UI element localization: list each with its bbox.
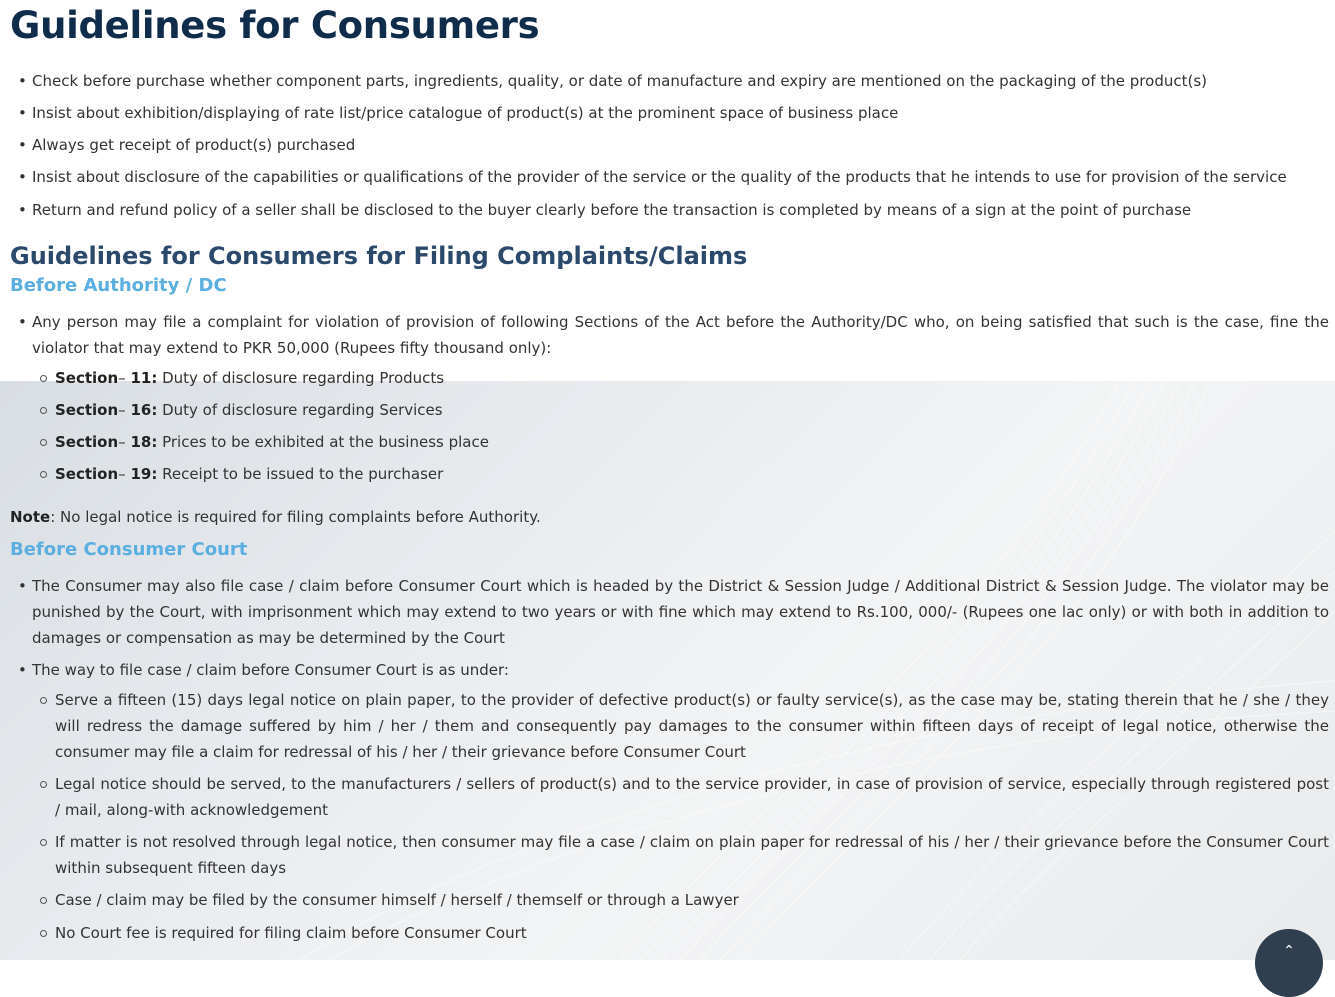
court-steps-list <box>10 687 1329 946</box>
section-item <box>10 397 1329 423</box>
section-number: 11: <box>130 369 158 387</box>
list-item: • Insist about disclosure of the capabilities or qualifications of the provider of the service or the quality of the products that he intends to use for provision of the service <box>10 164 1329 190</box>
section-separator: – <box>118 433 131 451</box>
step-item: Serve a fifteen (15) days legal notice on plain paper, to the provider of defective product(s) or faulty service(s), as the case may be, stating therein that he / she / they will redress the damage suffered by him / her / them and consequently pay damages to the consumer within fifteen days of receipt of legal notice, otherwise the consumer may file a claim for redressal of his / her / their grievance before Consumer Court <box>10 687 1329 765</box>
subheading-consumer-court: Before Consumer Court <box>10 539 248 560</box>
section-item <box>10 365 1329 391</box>
section-number: 19: <box>130 465 158 483</box>
section-label: Section <box>55 433 119 451</box>
section-heading-complaints: Guidelines for Consumers for Filing Complaints/Claims <box>10 242 748 270</box>
court-list <box>10 573 1329 946</box>
section-separator: – <box>118 465 131 483</box>
authority-note <box>10 504 1329 530</box>
section-number: 18: <box>130 433 158 451</box>
authority-intro: Any person may file a complaint for violation of provision of following Sections of the Act before the Authority/DC who, on being satisfied that such is the case, fine the violator that may extend to PKR 50,000 (Rupees fifty thousand only): <box>32 313 1329 357</box>
list-item: • Insist about exhibition/displaying of rate list/price catalogue of product(s) at the prominent space of business place <box>10 100 1329 126</box>
list-item <box>10 309 1329 487</box>
authority-list <box>10 309 1329 487</box>
step-item: Legal notice should be served, to the manufacturers / sellers of product(s) and to the service provider, in case of provision of service, especially through registered post / mail, along-with acknowledgement <box>10 771 1329 823</box>
step-item: Case / claim may be filed by the consumer himself / herself / themself or through a Lawyer <box>10 887 1329 913</box>
section-item <box>10 429 1329 455</box>
section-text: Prices to be exhibited at the business place <box>157 433 489 451</box>
consumer-guidelines-list <box>10 68 1329 223</box>
list-item <box>10 657 1329 946</box>
chevron-up-icon: ⌃ <box>1283 943 1295 959</box>
step-item: No Court fee is required for filing claim before Consumer Court <box>10 920 1329 946</box>
list-item: • Return and refund policy of a seller shall be disclosed to the buyer clearly before the transaction is completed by means of a sign at the point of purchase <box>10 197 1329 223</box>
section-label: Section <box>55 465 119 483</box>
list-item: • The Consumer may also file case / claim before Consumer Court which is headed by the District & Session Judge / Additional District & Session Judge. The violator may be punished by the Court, with imprisonment which may extend to two years or with fine which may extend to Rs.100, 000/- (Rupees one lac only) or with both in addition to damages or compensation as may be determined by the Court <box>10 573 1329 651</box>
section-item <box>10 461 1329 487</box>
court-procedure-intro: The way to file case / claim before Consumer Court is as under: <box>32 661 509 679</box>
section-separator: – <box>118 369 131 387</box>
list-item: • Always get receipt of product(s) purchased <box>10 132 1329 158</box>
subheading-authority: Before Authority / DC <box>10 275 227 296</box>
sections-list <box>10 365 1329 487</box>
page-title: Guidelines for Consumers <box>10 4 540 47</box>
list-item: • Check before purchase whether component parts, ingredients, quality, or date of manufacture and expiry are mentioned on the packaging of the product(s) <box>10 68 1329 94</box>
note-text: : No legal notice is required for filing complaints before Authority. <box>50 508 541 526</box>
scroll-to-top-button[interactable] <box>1255 929 1323 997</box>
section-number: 16: <box>130 401 158 419</box>
section-text: Duty of disclosure regarding Products <box>157 369 445 387</box>
section-text: Duty of disclosure regarding Services <box>157 401 443 419</box>
section-separator: – <box>118 401 131 419</box>
section-text: Receipt to be issued to the purchaser <box>157 465 444 483</box>
section-label: Section <box>55 401 119 419</box>
step-item: If matter is not resolved through legal notice, then consumer may file a case / claim on plain paper for redressal of his / her / their grievance before the Consumer Court within subsequent fifteen days <box>10 829 1329 881</box>
section-label: Section <box>55 369 119 387</box>
note-label: Note <box>10 508 51 526</box>
